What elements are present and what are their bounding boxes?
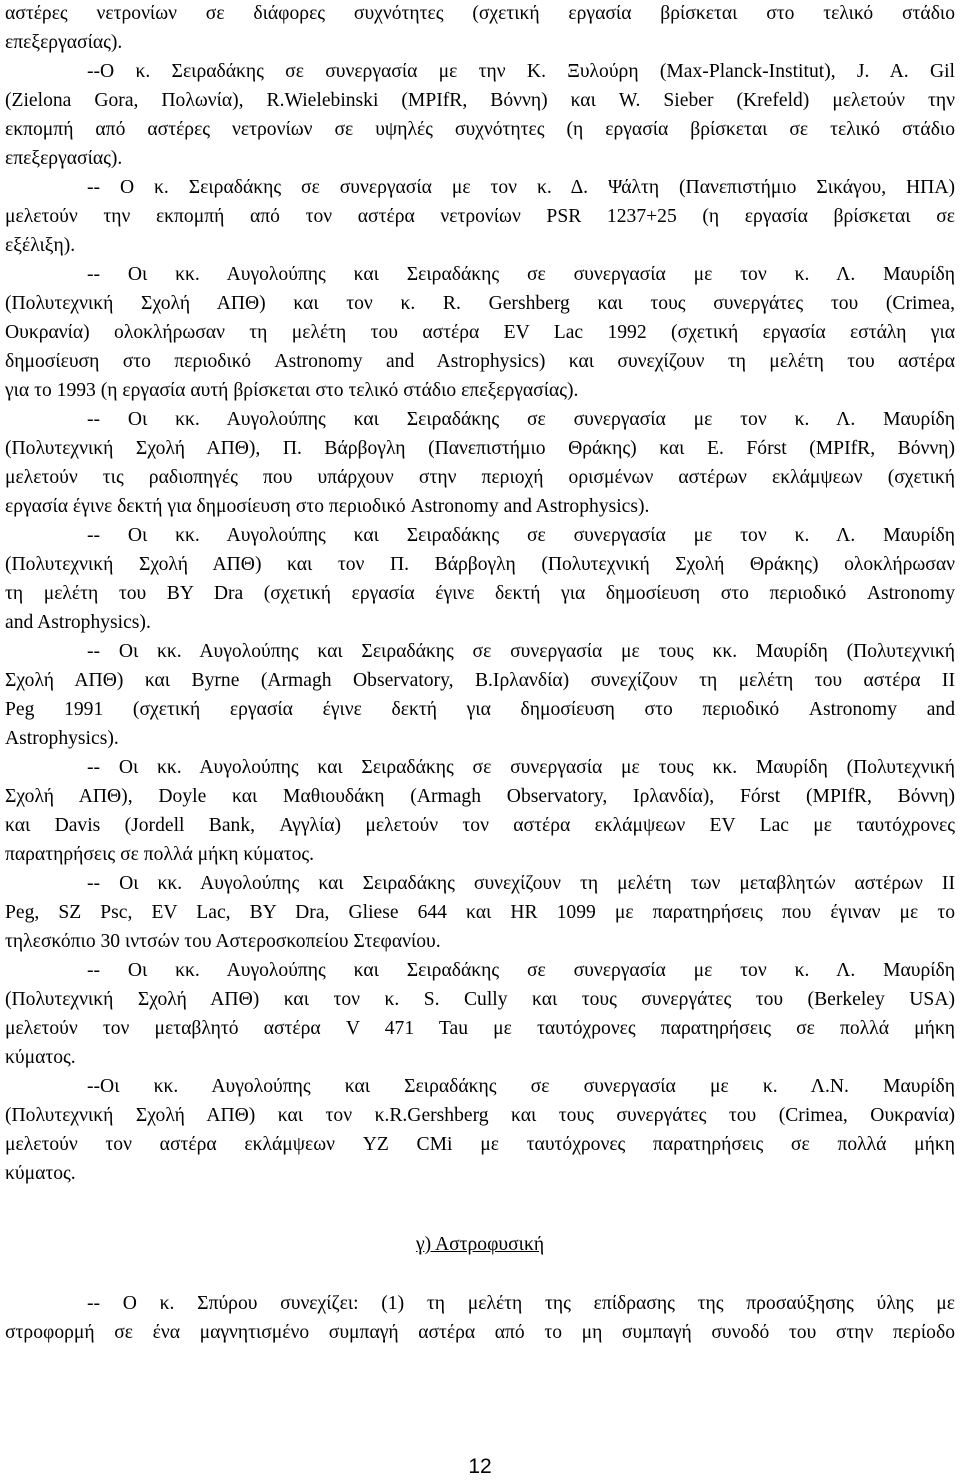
text-line: τηλεσκόπιο 30 ιντσών του Αστεροσκοπείου Στεφανίου. (5, 931, 441, 952)
text-line: --Ο κ. Σειραδάκης σε συνεργασία με την Κ. Ξυλούρη (Max-Planck-Institut), J. A. Gil (87, 61, 955, 82)
text-line: εργασία έγινε δεκτή για δημοσίευση στο περιοδικό Astronomy and Astrophysics). (5, 496, 650, 517)
text-line: -- Ο κ. Σειραδάκης σε συνεργασία με τον κ. Δ. Ψάλτη (Πανεπιστήμιο Σικάγου, ΗΠΑ) (87, 177, 955, 198)
page-number: 12 (468, 1455, 492, 1478)
text-line: παρατηρήσεις σε πολλά μήκη κύματος. (5, 844, 315, 865)
text-line: -- Οι κκ. Αυγολούπης και Σειραδάκης σε συνεργασία με τον κ. Λ. Μαυρίδη (87, 264, 955, 285)
text-line: (Πολυτεχνική Σχολή ΑΠΘ) και τον κ. S. Cully και τους συνεργάτες του (Berkeley USA) (5, 989, 955, 1010)
text-line: Peg 1991 (σχετική εργασία έγινε δεκτή για δημοσίευση στο περιοδικό Astronomy and (5, 699, 955, 720)
text-line: Σχολή ΑΠΘ) και Byrne (Armagh Observatory, Β.Ιρλανδία) συνεχίζουν τη μελέτη του αστέρα II (5, 670, 955, 691)
section-heading-text: γ) Αστροφυσική (415, 1234, 545, 1255)
text-line: μελετούν τον αστέρα εκλάμψεων YZ CMi με ταυτόχρονες παρατηρήσεις σε πολλά μήκη (5, 1134, 955, 1155)
text-line: Peg, SZ Psc, EV Lac, BY Dra, Gliese 644 και HR 1099 με παρατηρήσεις που έγιναν με το (5, 902, 955, 923)
text-line: -- Οι κκ. Αυγολούπης και Σειραδάκης σε συνεργασία με τους κκ. Μαυρίδη (Πολυτεχνική (87, 757, 955, 778)
text-line: -- Ο κ. Σπύρου συνεχίζει: (1) τη μελέτη της επίδρασης της προσαύξησης ύλης με (87, 1293, 955, 1314)
text-line: -- Οι κκ. Αυγολούπης και Σειραδάκης σε συνεργασία με τον κ. Λ. Μαυρίδη (87, 525, 955, 546)
text-line: Ουκρανία) ολοκλήρωσαν τη μελέτη του αστέρα EV Lac 1992 (σχετική εργασία εστάλη για (5, 322, 955, 343)
text-line: τη μελέτη του BY Dra (σχετική εργασία έγινε δεκτή για δημοσίευση στο περιοδικό Astronomy (5, 583, 955, 604)
text-line: (Πολυτεχνική Σχολή ΑΠΘ) και τον Π. Βάρβογλη (Πολυτεχνική Σχολή Θράκης) ολοκλήρωσαν (5, 554, 955, 575)
text-line: --Οι κκ. Αυγολούπης και Σειραδάκης σε συνεργασία με κ. Λ.Ν. Μαυρίδη (87, 1076, 955, 1097)
text-line: μελετούν την εκπομπή από τον αστέρα νετρονίων PSR 1237+25 (η εργασία βρίσκεται σε (5, 206, 955, 227)
text-line: (Zielona Gora, Πολωνία), R.Wielebinski (MPIfR, Βόννη) και W. Sieber (Krefeld) μελετούν την (5, 90, 955, 111)
text-line: κύματος. (5, 1047, 76, 1068)
text-line: -- Οι κκ. Αυγολούπης και Σειραδάκης σε συνεργασία με τους κκ. Μαυρίδη (Πολυτεχνική (87, 641, 955, 662)
text-line: Σχολή ΑΠΘ), Doyle και Μαθιουδάκη (Armagh Observatory, Ιρλανδία), Fórst (MPIfR, Βόννη) (5, 786, 955, 807)
text-line: -- Οι κκ. Αυγολούπης και Σειραδάκης σε συνεργασία με τον κ. Λ. Μαυρίδη (87, 409, 955, 430)
text-line: εκπομπή από αστέρες νετρονίων σε υψηλές συχνότητες (η εργασία βρίσκεται σε τελικό στάδιο (5, 119, 955, 140)
text-line: επεξεργασίας). (5, 32, 123, 53)
text-line: Astrophysics). (5, 728, 119, 749)
text-line: για το 1993 (η εργασία αυτή βρίσκεται στο τελικό στάδιο επεξεργασίας). (5, 380, 579, 401)
text-line: και Davis (Jordell Bank, Αγγλία) μελετούν τον αστέρα εκλάμψεων EV Lac με ταυτόχρονες (5, 815, 955, 836)
text-line: επεξεργασίας). (5, 148, 123, 169)
text-line: δημοσίευση στο περιοδικό Astronomy and Astrophysics) και συνεχίζουν τη μελέτη του αστέρα (5, 351, 955, 372)
text-line: μελετούν τις ραδιοπηγές που υπάρχουν στην περιοχή ορισμένων αστέρων εκλάμψεων (σχετική (5, 467, 955, 488)
section-heading (5, 1233, 955, 1257)
text-line: στροφορμή σε ένα μαγνητισμένο συμπαγή αστέρα από το μη συμπαγή συνοδό του στην περίοδο (5, 1322, 955, 1343)
text-line: αστέρες νετρονίων σε διάφορες συχνότητες (σχετική εργασία βρίσκεται στο τελικό στάδιο (5, 3, 955, 24)
text-line: -- Οι κκ. Αυγολούπης και Σειραδάκης σε συνεργασία με τον κ. Λ. Μαυρίδη (87, 960, 955, 981)
text-line: κύματος. (5, 1163, 76, 1184)
text-line: (Πολυτεχνική Σχολή ΑΠΘ), Π. Βάρβογλη (Πανεπιστήμιο Θράκης) και Ε. Fórst (MPIfR, Βόννη) (5, 438, 955, 459)
text-line: and Astrophysics). (5, 612, 151, 633)
text-line: εξέλιξη). (5, 235, 76, 256)
text-line: μελετούν τον μεταβλητό αστέρα V 471 Tau με ταυτόχρονες παρατηρήσεις σε πολλά μήκη (5, 1018, 955, 1039)
text-line: -- Οι κκ. Αυγολούπης και Σειραδάκης συνεχίζουν τη μελέτη των μεταβλητών αστέρων II (87, 873, 955, 894)
text-line: (Πολυτεχνική Σχολή ΑΠΘ) και τον κ.R.Gershberg και τους συνεργάτες του (Crimea, Ουκρανία) (5, 1105, 955, 1126)
text-line: (Πολυτεχνική Σχολή ΑΠΘ) και τον κ. R. Gershberg και τους συνεργάτες του (Crimea, (5, 293, 955, 314)
